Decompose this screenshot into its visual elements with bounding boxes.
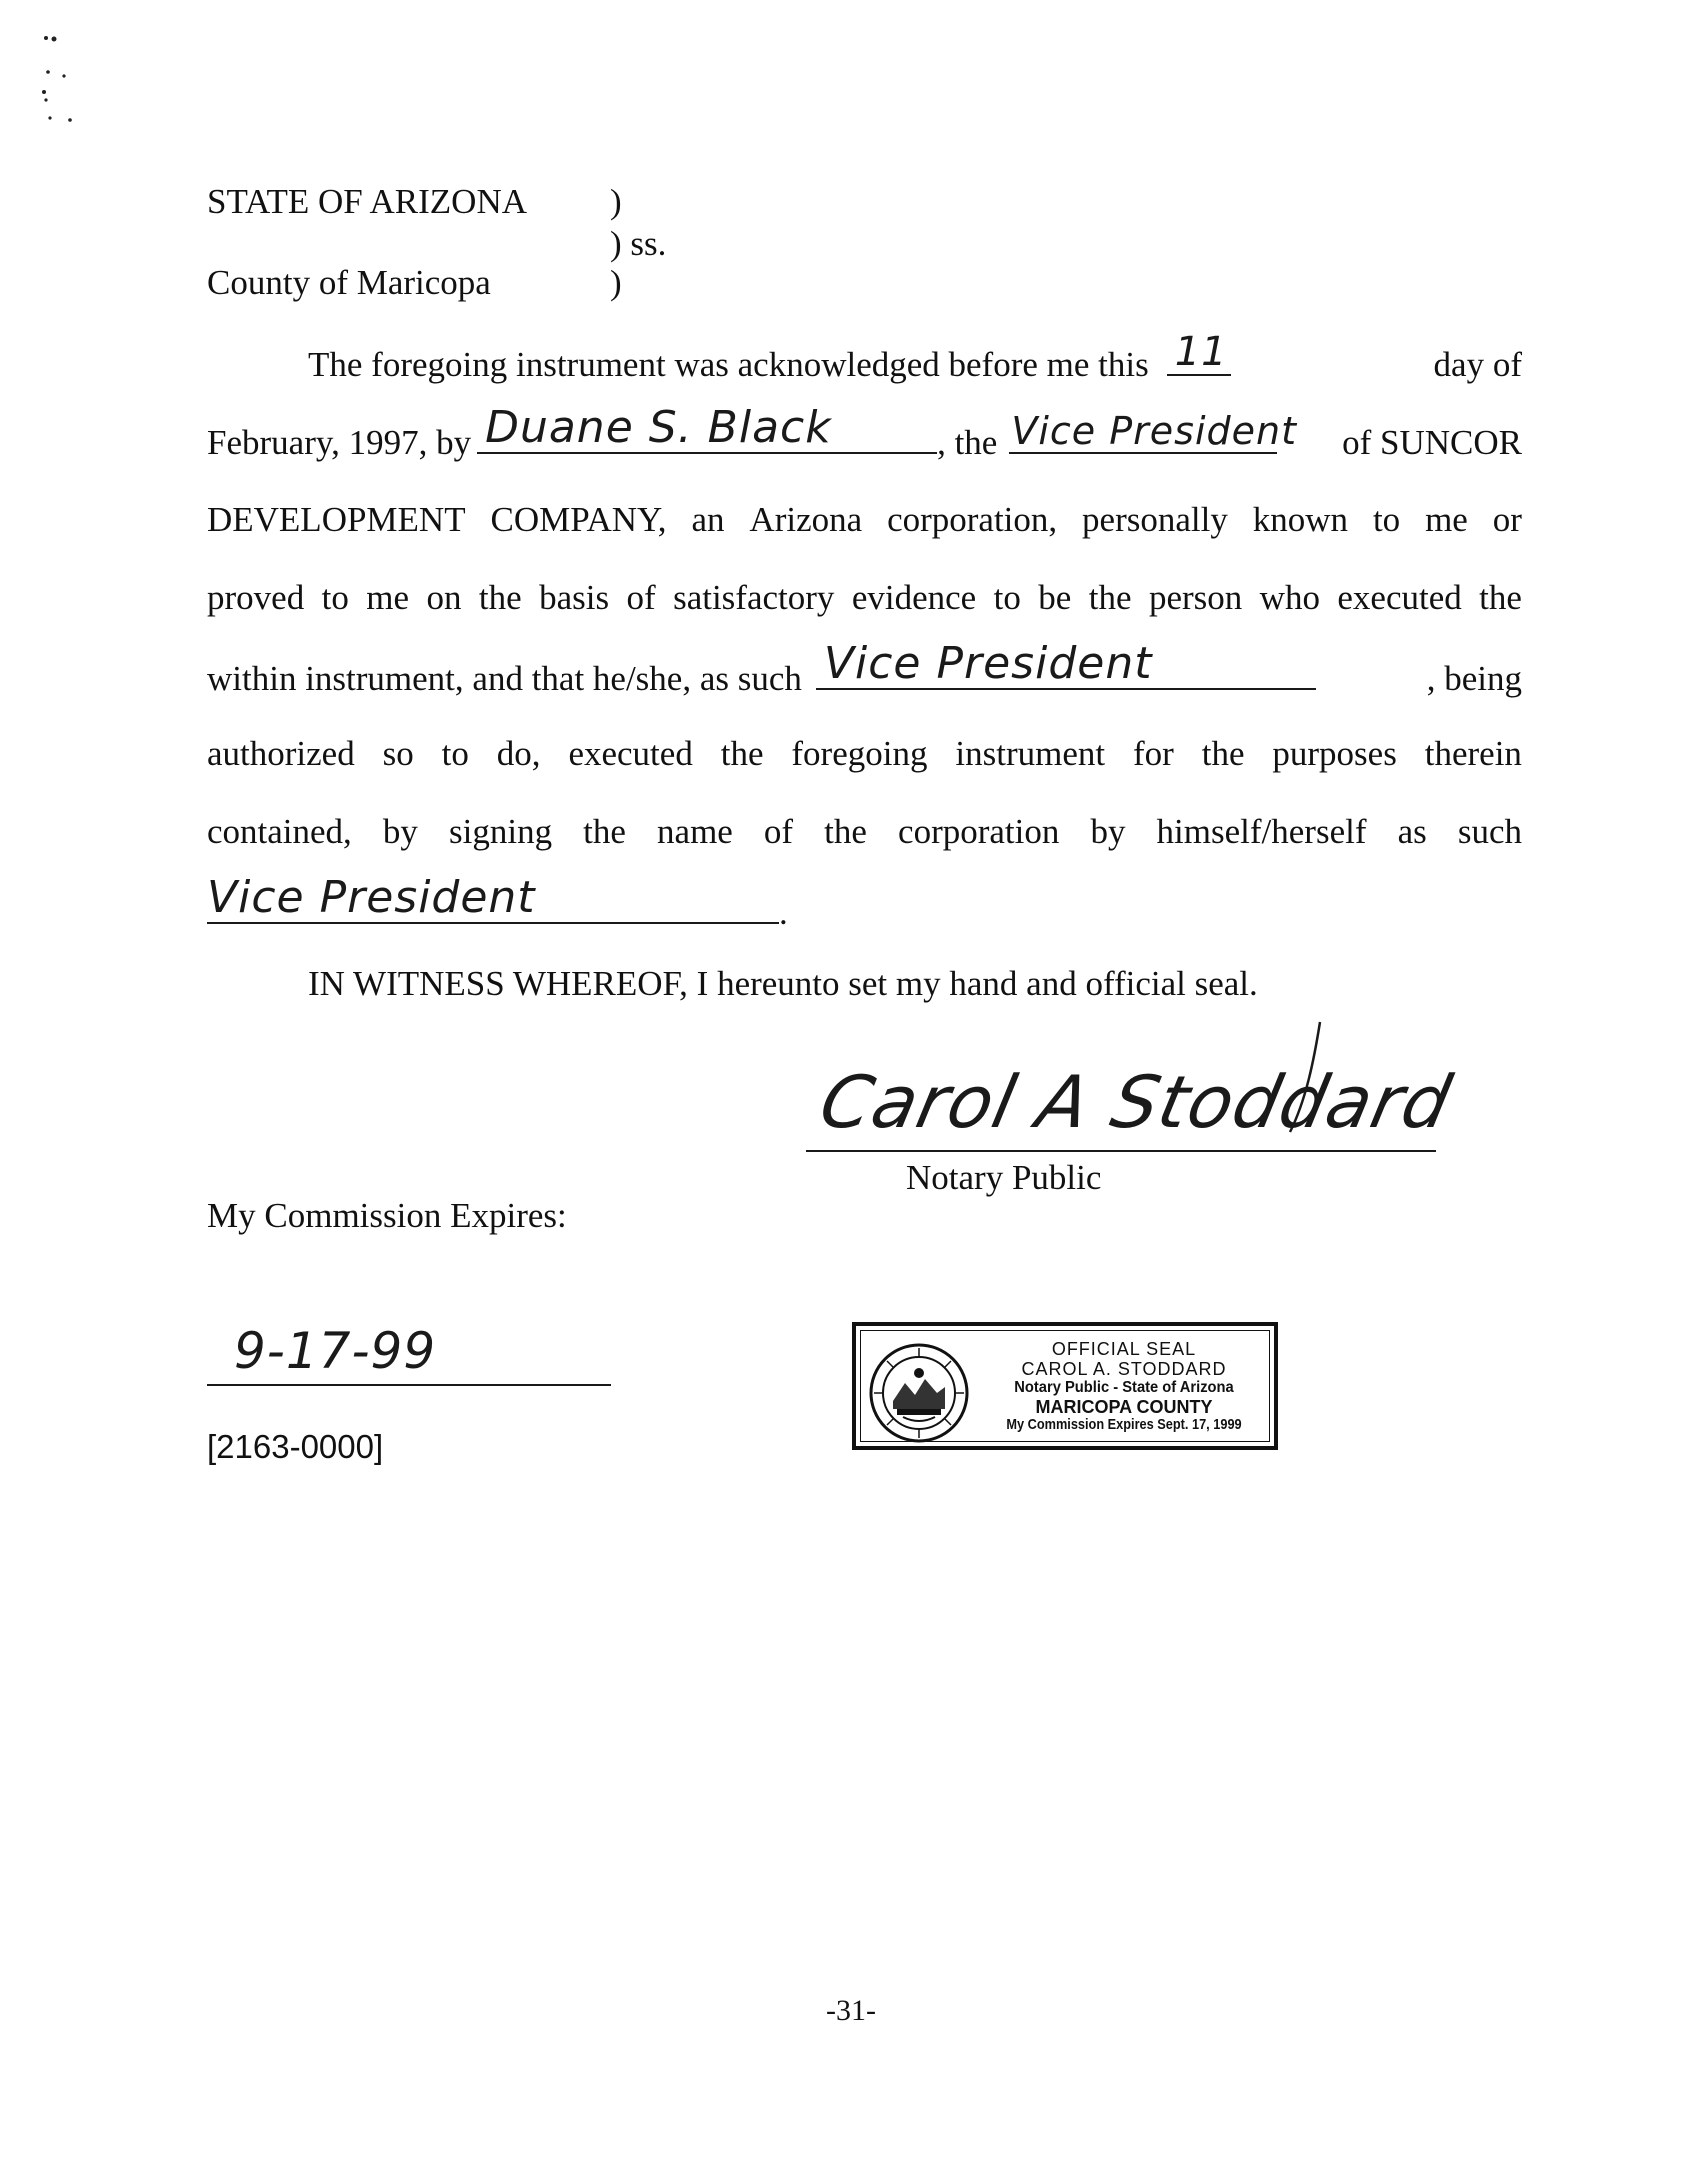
title-blank-2 — [816, 638, 1316, 690]
ack-line-3-text-word: to — [1372, 500, 1401, 539]
ack-line-6-text-word: instrument — [955, 734, 1106, 773]
title-handwritten-1: Vice President — [1011, 409, 1298, 453]
witness-clause: IN WITNESS WHEREOF, I hereunto set my hand and official seal. — [308, 964, 1258, 1003]
commission-date-handwritten: 9-17-99 — [234, 1322, 437, 1380]
seal-notary-line: Notary Public - State of Arizona — [1014, 1379, 1234, 1397]
ack-line-4-text-word: basis — [539, 578, 610, 617]
ack-line-2 — [207, 402, 1522, 462]
ack-line-7-text-word: by — [1090, 812, 1126, 851]
ack-line-4-text-word: be — [1038, 578, 1072, 617]
ack-line-6-text-word: therein — [1424, 734, 1522, 773]
ack-line-7-text-word: as — [1397, 812, 1427, 851]
commission-label: My Commission Expires: — [207, 1196, 567, 1235]
ack-line-7-text-word: the — [824, 812, 867, 851]
ack-line-7-text-word: contained, — [207, 812, 352, 851]
ack-line-4 — [207, 580, 1522, 615]
notary-signature: Carol A Stoddard — [813, 1060, 1459, 1144]
scan-marks — [40, 30, 80, 140]
seal-title: OFFICIAL SEAL — [1051, 1339, 1197, 1359]
ack-line-2-suffix: of SUNCOR — [1342, 423, 1522, 462]
ack-line-4-text-word: the — [1479, 578, 1522, 617]
venue-state: STATE OF ARIZONA — [207, 182, 527, 221]
ack-line-6 — [207, 736, 1522, 771]
ack-line-4-text-word: the — [478, 578, 522, 617]
ack-line-4-text-word: who — [1259, 578, 1320, 617]
ack-line-3 — [207, 502, 1522, 537]
ack-line-3-text-word: personally — [1082, 500, 1228, 539]
ack-line-7-text-word: the — [583, 812, 626, 851]
notary-label: Notary Public — [906, 1158, 1102, 1197]
seal-name: CAROL A. STODDARD — [1021, 1359, 1227, 1380]
official-seal-stamp — [852, 1322, 1278, 1450]
ack-line-4-text-word: of — [626, 578, 656, 617]
title-blank-1 — [1009, 409, 1298, 454]
ack-line-7-text-word: signing — [449, 812, 553, 851]
seal-inner-border — [860, 1330, 1270, 1442]
arizona-seal-emblem-icon — [869, 1343, 969, 1443]
ack-line-5-prefix: within instrument, and that he/she, as such — [207, 659, 802, 698]
ack-line-8-suffix: . — [779, 893, 788, 932]
signature-flourish — [1270, 1020, 1330, 1140]
ack-line-7-text-word: himself/herself — [1156, 812, 1367, 851]
ack-line-6-text-word: for — [1133, 734, 1174, 773]
ack-line-3-text-word: an — [691, 500, 725, 539]
ack-line-3-text-word: COMPANY, — [490, 500, 667, 539]
title-blank-3 — [207, 872, 779, 924]
seal-text-block — [979, 1339, 1269, 1434]
ack-line-6-text-word: so — [382, 734, 414, 773]
ack-line-6-text-word: authorized — [207, 734, 355, 773]
signature-line — [806, 1150, 1436, 1152]
ack-line-7-text-word: corporation — [898, 812, 1060, 851]
ack-line-3-text-word: DEVELOPMENT — [207, 500, 466, 539]
ack-line-6-text-word: the — [720, 734, 764, 773]
seal-expiry: My Commission Expires Sept. 17, 1999 — [1006, 1416, 1242, 1434]
ack-line-2-prefix: February, 1997, by — [207, 423, 472, 462]
name-handwritten: Duane S. Black — [485, 402, 832, 453]
commission-date-line — [207, 1384, 611, 1386]
ack-line-6-text-word: executed — [568, 734, 693, 773]
venue-paren-bottom: ) — [610, 263, 622, 302]
name-blank — [477, 402, 937, 454]
venue-paren-top: ) — [610, 182, 622, 221]
ack-line-4-text-word: to — [321, 578, 349, 617]
ack-line-6-text-word: purposes — [1272, 734, 1397, 773]
ack-line-4-text-word: executed — [1337, 578, 1462, 617]
ack-line-7-text-word: such — [1457, 812, 1522, 851]
ack-line-6-text-word: do, — [496, 734, 541, 773]
ack-line-1-prefix: The foregoing instrument was acknowledged before me this — [308, 345, 1149, 384]
ack-line-6-text-word: foregoing — [791, 734, 928, 773]
page-number: -31- — [826, 1994, 876, 2027]
seal-county: MARICOPA COUNTY — [1035, 1397, 1213, 1418]
ack-line-7 — [207, 814, 1522, 849]
ack-line-8 — [207, 872, 1522, 932]
ack-line-5-suffix: , being — [1426, 659, 1522, 698]
ack-line-4-text-word: me — [366, 578, 410, 617]
ack-line-6-text-word: the — [1201, 734, 1245, 773]
ack-line-5 — [207, 638, 1522, 698]
ack-line-3-text-word: Arizona — [749, 500, 863, 539]
ack-line-1 — [207, 329, 1522, 384]
ack-line-4-text-word: the — [1088, 578, 1132, 617]
day-handwritten: 11 — [1174, 329, 1228, 375]
ack-line-7-text-word: of — [763, 812, 794, 851]
ack-line-7-text-word: by — [382, 812, 418, 851]
ack-line-3-text-word: corporation, — [887, 500, 1058, 539]
venue-county: County of Maricopa — [207, 263, 491, 302]
venue-ss: ) ss. — [610, 224, 667, 263]
day-blank — [1167, 329, 1231, 376]
ack-line-3-text-word: or — [1492, 500, 1522, 539]
ack-line-3-text-word: me — [1425, 500, 1468, 539]
ack-line-7-text-word: name — [657, 812, 733, 851]
ack-line-6-text-word: to — [441, 734, 469, 773]
reference-code: [2163-0000] — [207, 1428, 384, 1465]
ack-line-4-text-word: person — [1148, 578, 1243, 617]
ack-line-4-text-word: proved — [207, 578, 305, 617]
ack-line-1-suffix: day of — [1433, 345, 1522, 384]
ack-line-3-text-word: known — [1252, 500, 1349, 539]
ack-line-4-text-word: satisfactory — [673, 578, 835, 617]
ack-line-4-text-word: evidence — [851, 578, 977, 617]
ack-line-4-text-word: to — [993, 578, 1021, 617]
ack-line-2-mid: , the — [937, 423, 998, 462]
title-handwritten-2: Vice President — [823, 638, 1153, 689]
title-handwritten-3: Vice President — [207, 872, 536, 923]
ack-line-4-text-word: on — [426, 578, 462, 617]
